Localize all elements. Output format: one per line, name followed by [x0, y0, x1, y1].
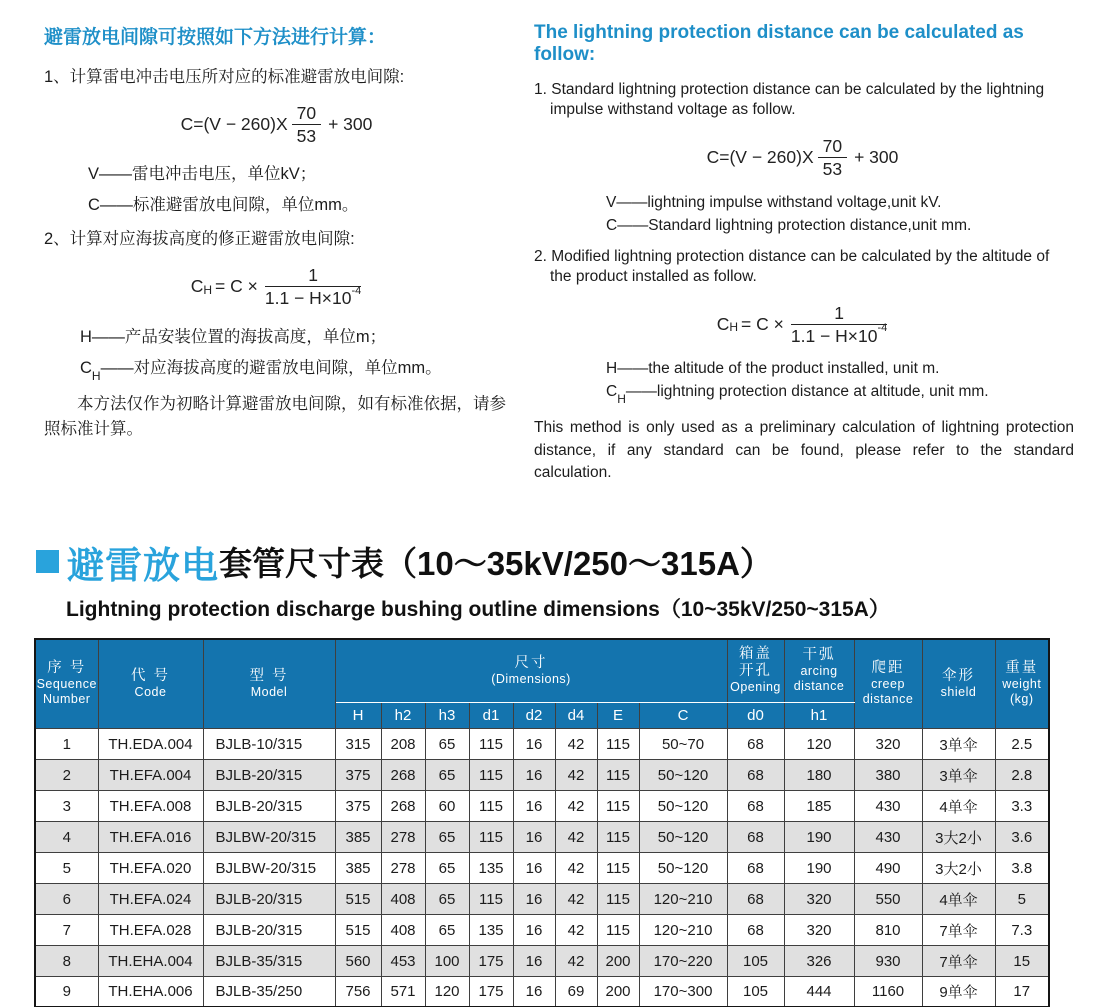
- formula-base: C: [190, 276, 204, 297]
- subheader-h3: h3: [425, 703, 469, 729]
- header-opening: 箱盖 开孔 Opening: [727, 639, 784, 703]
- table-cell: 68: [727, 791, 784, 822]
- header-model: 型 号 Model: [203, 639, 335, 729]
- definition-c-en: C——Standard lightning protection distance,unit mm.: [606, 216, 972, 234]
- table-cell: BJLB-35/315: [203, 946, 335, 977]
- table-cell: 42: [555, 791, 597, 822]
- table-cell: 4单伞: [922, 791, 995, 822]
- table-cell: 3.8: [995, 853, 1049, 884]
- table-cell: TH.EHA.004: [98, 946, 203, 977]
- table-cell: 4: [35, 822, 98, 853]
- formula-equals: = C ×: [741, 313, 784, 334]
- table-cell: 16: [513, 884, 555, 915]
- fraction-numerator: 70: [818, 136, 847, 158]
- fraction-numerator: 1: [791, 303, 887, 325]
- table-cell: 9: [35, 977, 98, 1007]
- formula-suffix: + 300: [854, 147, 899, 168]
- table-cell: BJLBW-20/315: [203, 853, 335, 884]
- table-cell: TH.EFA.020: [98, 853, 203, 884]
- table-cell: 100: [425, 946, 469, 977]
- header-dimensions: 尺寸 (Dimensions): [335, 639, 727, 703]
- english-section-title: The lightning protection distance can be calculated as follow:: [534, 22, 1024, 65]
- table-cell: 68: [727, 760, 784, 791]
- table-cell: 16: [513, 822, 555, 853]
- section-bullet-icon: [36, 550, 59, 573]
- table-cell: 7.3: [995, 915, 1049, 946]
- heading-zh-blue: 避雷放电: [67, 544, 219, 586]
- definition-v-en: V——lightning impulse withstand voltage,unit kV.: [606, 193, 942, 211]
- formula-prefix: C=(V − 260)X: [180, 114, 288, 135]
- subheader-d0: d0: [727, 703, 784, 729]
- table-cell: 50~120: [639, 760, 727, 791]
- header-arcing-distance: 干弧 arcing distance: [784, 639, 854, 703]
- table-cell: 16: [513, 729, 555, 760]
- table-cell: 5: [35, 853, 98, 884]
- table-cell: 50~120: [639, 791, 727, 822]
- fraction: [818, 136, 847, 179]
- standard-formula-en: [534, 136, 1074, 179]
- table-cell: BJLB-20/315: [203, 791, 335, 822]
- exponent: -4: [351, 284, 362, 297]
- table-cell: 15: [995, 946, 1049, 977]
- table-cell: 42: [555, 729, 597, 760]
- subheader-H: H: [335, 703, 381, 729]
- table-cell: 7: [35, 915, 98, 946]
- table-cell: 175: [469, 977, 513, 1007]
- table-cell: 115: [597, 822, 639, 853]
- table-cell: BJLBW-20/315: [203, 822, 335, 853]
- table-cell: 3大2小: [922, 853, 995, 884]
- calculation-section: [0, 0, 1095, 485]
- definition-v-cn: V——雷电冲击电压，单位kV；: [88, 165, 317, 184]
- table-cell: BJLB-35/250: [203, 977, 335, 1007]
- table-cell: TH.EFA.004: [98, 760, 203, 791]
- table-cell: 4单伞: [922, 884, 995, 915]
- chinese-item-2: 2、计算对应海拔高度的修正避雷放电间隙:: [44, 230, 355, 249]
- heading-zh-black: 套管尺寸表（10～35kV/250～315A）: [219, 545, 773, 583]
- header-shield: 伞形 shield: [922, 639, 995, 729]
- table-cell: 120~210: [639, 915, 727, 946]
- table-row: [35, 822, 1049, 853]
- table-cell: 17: [995, 977, 1049, 1007]
- table-cell: 190: [784, 822, 854, 853]
- table-cell: TH.EHA.006: [98, 977, 203, 1007]
- fraction: [292, 103, 321, 146]
- table-cell: TH.EFA.024: [98, 884, 203, 915]
- table-cell: 185: [784, 791, 854, 822]
- formula-base-sub: H: [203, 282, 213, 297]
- table-section-heading: [36, 535, 1095, 589]
- header-sequence: 序 号 Sequence Number: [35, 639, 98, 729]
- table-cell: 50~70: [639, 729, 727, 760]
- table-cell: 6: [35, 884, 98, 915]
- table-cell: 65: [425, 760, 469, 791]
- table-cell: 5: [995, 884, 1049, 915]
- formula-equals: = C ×: [215, 276, 258, 297]
- table-row: [35, 884, 1049, 915]
- table-cell: 115: [469, 822, 513, 853]
- table-cell: 42: [555, 822, 597, 853]
- table-cell: 115: [597, 729, 639, 760]
- table-cell: 115: [597, 760, 639, 791]
- definition-ch-en: $C_H——lightning$ protection distance at altitude, unit mm.: [606, 383, 989, 407]
- table-cell: 65: [425, 853, 469, 884]
- table-row: [35, 791, 1049, 822]
- table-cell: BJLB-20/315: [203, 915, 335, 946]
- header-weight: 重量 weight (kg): [995, 639, 1049, 729]
- table-cell: 42: [555, 884, 597, 915]
- method-note-en: This method is only used as a preliminary calculation of lightning protection distance, if any standard can be found, please refer to the standard calculation.: [534, 419, 1074, 482]
- table-cell: 560: [335, 946, 381, 977]
- table-cell: 115: [469, 884, 513, 915]
- table-cell: 135: [469, 915, 513, 946]
- table-cell: 2: [35, 760, 98, 791]
- table-cell: 68: [727, 822, 784, 853]
- subheader-d1: d1: [469, 703, 513, 729]
- table-row: [35, 760, 1049, 791]
- subheader-E: E: [597, 703, 639, 729]
- table-cell: 810: [854, 915, 922, 946]
- definition-ch-cn: $C_H——$对应海拔高度的避雷放电间隙，单位mm。: [80, 358, 442, 383]
- fraction-numerator: 1: [265, 265, 361, 287]
- table-cell: 3单伞: [922, 760, 995, 791]
- table-cell: 320: [854, 729, 922, 760]
- subheader-h1: h1: [784, 703, 854, 729]
- table-cell: 430: [854, 822, 922, 853]
- table-cell: 200: [597, 977, 639, 1007]
- table-cell: 60: [425, 791, 469, 822]
- table-cell: 756: [335, 977, 381, 1007]
- table-cell: 515: [335, 884, 381, 915]
- table-cell: 68: [727, 884, 784, 915]
- table-cell: 175: [469, 946, 513, 977]
- english-item-2: 2. Modified lightning protection distance can be calculated by the altitude of the product installed as follow.: [534, 247, 1050, 285]
- table-cell: 180: [784, 760, 854, 791]
- english-item-1: 1. Standard lightning protection distance can be calculated by the lightning impulse withstand voltage as follow.: [534, 81, 1045, 119]
- table-cell: 9单伞: [922, 977, 995, 1007]
- table-cell: 8: [35, 946, 98, 977]
- table-cell: 268: [381, 760, 425, 791]
- table-cell: 278: [381, 822, 425, 853]
- subheader-d2: d2: [513, 703, 555, 729]
- table-cell: 515: [335, 915, 381, 946]
- table-cell: 408: [381, 884, 425, 915]
- table-cell: 550: [854, 884, 922, 915]
- table-cell: 930: [854, 946, 922, 977]
- table-cell: 50~120: [639, 822, 727, 853]
- table-cell: 42: [555, 946, 597, 977]
- table-body: [35, 729, 1049, 1007]
- header-code: 代 号 Code: [98, 639, 203, 729]
- table-cell: 42: [555, 760, 597, 791]
- table-cell: 444: [784, 977, 854, 1007]
- altitude-formula-en: [534, 303, 1074, 346]
- altitude-formula-cn: [44, 265, 512, 308]
- table-cell: 120: [425, 977, 469, 1007]
- table-cell: 2.8: [995, 760, 1049, 791]
- table-cell: 320: [784, 915, 854, 946]
- table-cell: 50~120: [639, 853, 727, 884]
- table-cell: 120: [784, 729, 854, 760]
- definition-h-cn: H——产品安装位置的海拔高度，单位m；: [80, 327, 387, 346]
- fraction-numerator: 70: [292, 103, 321, 125]
- table-cell: 208: [381, 729, 425, 760]
- table-cell: 42: [555, 853, 597, 884]
- header-creep-distance: 爬距 creep distance: [854, 639, 922, 729]
- table-cell: 3.3: [995, 791, 1049, 822]
- table-cell: 120~210: [639, 884, 727, 915]
- table-cell: 375: [335, 760, 381, 791]
- table-cell: 571: [381, 977, 425, 1007]
- table-cell: 16: [513, 760, 555, 791]
- table-cell: 3单伞: [922, 729, 995, 760]
- subheader-C: C: [639, 703, 727, 729]
- table-cell: BJLB-10/315: [203, 729, 335, 760]
- formula-base: C: [716, 313, 730, 334]
- table-row: [35, 977, 1049, 1007]
- table-cell: TH.EFA.016: [98, 822, 203, 853]
- table-cell: 69: [555, 977, 597, 1007]
- table-row: [35, 853, 1049, 884]
- table-section-subtitle: Lightning protection discharge bushing outline dimensions（10~35kV/250~315A）: [66, 597, 890, 621]
- table-cell: 68: [727, 853, 784, 884]
- table-cell: 115: [469, 791, 513, 822]
- table-row: [35, 946, 1049, 977]
- table-cell: 490: [854, 853, 922, 884]
- formula-prefix: C=(V − 260)X: [706, 147, 814, 168]
- table-cell: 68: [727, 729, 784, 760]
- chinese-item-1: 1、计算雷电冲击电压所对应的标准避雷放电间隙:: [44, 68, 405, 86]
- table-cell: 453: [381, 946, 425, 977]
- table-cell: 170~220: [639, 946, 727, 977]
- table-cell: 16: [513, 915, 555, 946]
- table-cell: 385: [335, 822, 381, 853]
- table-cell: 1: [35, 729, 98, 760]
- table-cell: 375: [335, 791, 381, 822]
- fraction-denominator: $1.1 - H\times 10^{-4}$: [790, 322, 888, 346]
- table-cell: 380: [854, 760, 922, 791]
- table-cell: 105: [727, 946, 784, 977]
- method-note-cn: 本方法仅作为初略计算避雷放电间隙，如有标准依据，请参照标准计算。: [44, 394, 506, 439]
- table-cell: 65: [425, 915, 469, 946]
- table-cell: BJLB-20/315: [203, 760, 335, 791]
- table-cell: 430: [854, 791, 922, 822]
- table-cell: 16: [513, 853, 555, 884]
- table-cell: BJLB-20/315: [203, 884, 335, 915]
- table-cell: 1160: [854, 977, 922, 1007]
- chinese-section-title: 避雷放电间隙可按照如下方法进行计算：: [44, 27, 387, 48]
- definition-c-cn: C——标准避雷放电间隙，单位mm。: [88, 196, 359, 215]
- table-cell: 115: [597, 915, 639, 946]
- table-cell: 135: [469, 853, 513, 884]
- table-cell: 385: [335, 853, 381, 884]
- fraction-denominator: 53: [822, 159, 843, 180]
- table-cell: 65: [425, 822, 469, 853]
- table-cell: 115: [469, 729, 513, 760]
- table-row: [35, 729, 1049, 760]
- table-cell: 16: [513, 791, 555, 822]
- table-cell: 408: [381, 915, 425, 946]
- subheader-d4: d4: [555, 703, 597, 729]
- table-header: [35, 639, 1049, 729]
- formula-base-sub: H: [729, 320, 739, 335]
- exponent: -4: [877, 322, 888, 335]
- definition-h-en: H——the altitude of the product installed, unit m.: [606, 360, 940, 378]
- table-cell: TH.EFA.028: [98, 915, 203, 946]
- fraction: [791, 303, 887, 346]
- fraction: [265, 265, 361, 308]
- table-cell: 16: [513, 946, 555, 977]
- table-cell: 2.5: [995, 729, 1049, 760]
- table-cell: 278: [381, 853, 425, 884]
- table-cell: 3大2小: [922, 822, 995, 853]
- table-cell: 42: [555, 915, 597, 946]
- table-cell: TH.EDA.004: [98, 729, 203, 760]
- table-cell: TH.EFA.008: [98, 791, 203, 822]
- table-cell: 65: [425, 884, 469, 915]
- dimensions-table: [34, 638, 1050, 1007]
- formula-suffix: + 300: [328, 114, 373, 135]
- table-cell: 7单伞: [922, 946, 995, 977]
- table-cell: 268: [381, 791, 425, 822]
- table-cell: 200: [597, 946, 639, 977]
- fraction-denominator: $1.1 - H\times 10^{-4}$: [264, 284, 362, 309]
- subheader-h2: h2: [381, 703, 425, 729]
- fraction-denominator: 53: [296, 126, 317, 147]
- table-cell: 115: [597, 791, 639, 822]
- table-cell: 320: [784, 884, 854, 915]
- chinese-column: [44, 16, 512, 485]
- table-cell: 326: [784, 946, 854, 977]
- table-cell: 105: [727, 977, 784, 1007]
- table-row: [35, 915, 1049, 946]
- table-cell: 3: [35, 791, 98, 822]
- standard-formula-cn: [44, 103, 512, 146]
- table-cell: 170~300: [639, 977, 727, 1007]
- table-cell: 115: [469, 760, 513, 791]
- table-cell: 190: [784, 853, 854, 884]
- table-cell: 115: [597, 853, 639, 884]
- table-cell: 315: [335, 729, 381, 760]
- table-cell: 16: [513, 977, 555, 1007]
- table-cell: 65: [425, 729, 469, 760]
- table-cell: 3.6: [995, 822, 1049, 853]
- english-column: [534, 16, 1074, 485]
- table-cell: 115: [597, 884, 639, 915]
- table-cell: 68: [727, 915, 784, 946]
- table-cell: 7单伞: [922, 915, 995, 946]
